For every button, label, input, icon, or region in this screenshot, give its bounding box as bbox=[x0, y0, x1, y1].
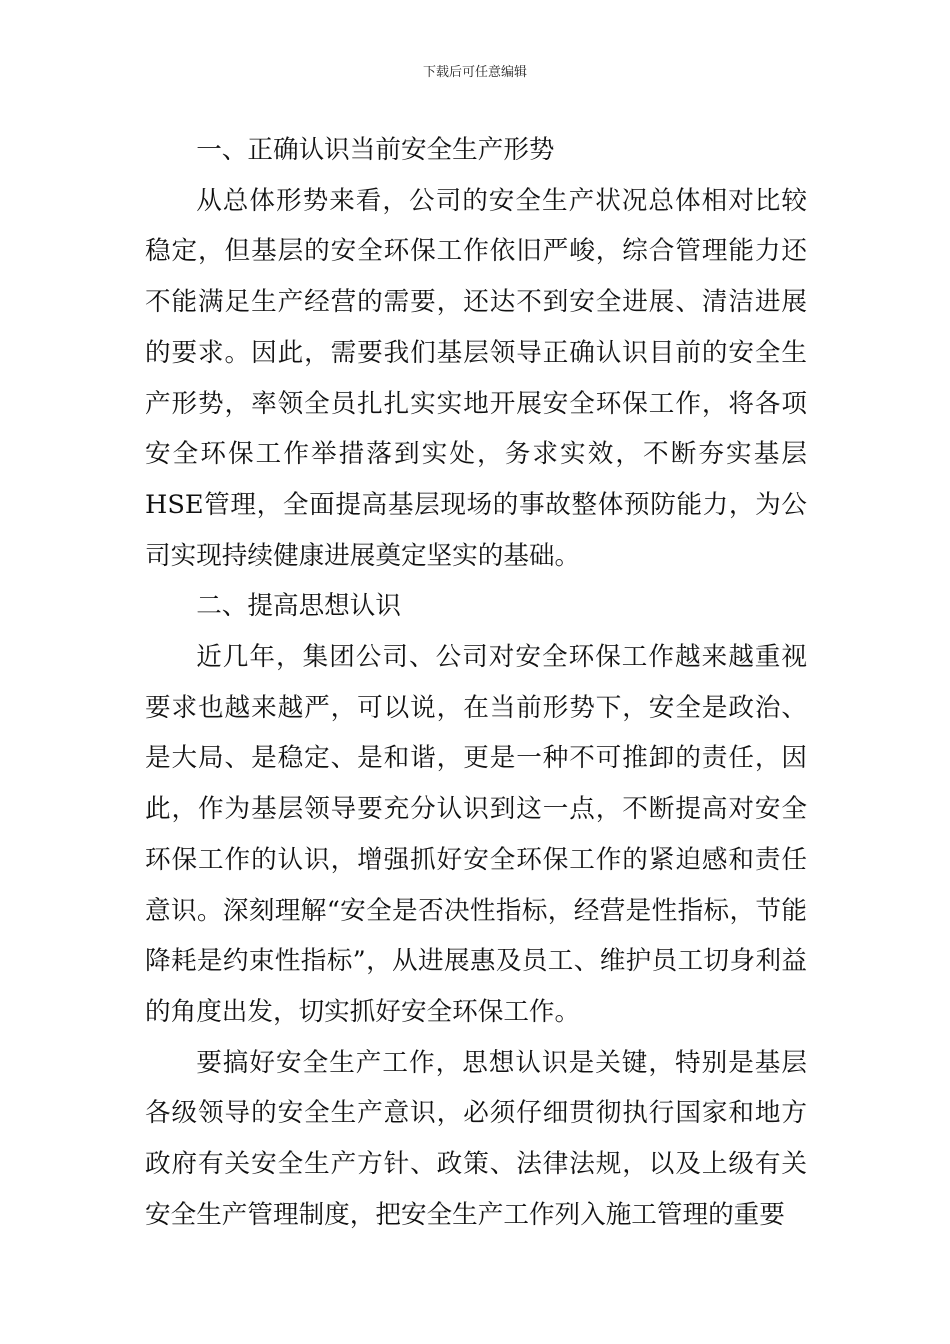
paragraph: 要搞好安全生产工作，思想认识是关键，特别是基层各级领导的安全生产意识，必须仔细贯彻执行国家和地方政府有关安全生产方针、政策、法律法规，以及上级有关安全生产管理制度，把安全生产工作列入施工管理的重要 bbox=[145, 1047, 807, 1230]
paragraph: 从总体形势来看，公司的安全生产状况总体相对比较稳定，但基层的安全环保工作依旧严峻，综合管理能力还不能满足生产经营的需要，还达不到安全进展、清洁进展的要求。因此，需要我们基层领导正确认识目前的安全生产形势，率领全员扎扎实实地开展安全环保工作，将各项安全环保工作举措落到实处，务求实效，不断夯实基层HSE管理，全面提高基层现场的事故整体预防能力，为公司实现持续健康进展奠定坚实的基础。 bbox=[145, 185, 807, 571]
page-header: 下载后可任意编辑 bbox=[422, 65, 527, 80]
paragraph: 近几年，集团公司、公司对安全环保工作越来越重视要求也越来越严，可以说，在当前形势下，安全是政治、是大局、是稳定、是和谐，更是一种不可推卸的责任，因此，作为基层领导要充分认识到这一点，不断提高对安全环保工作的认识，增强抓好安全环保工作的紧迫感和责任意识。深刻理解“安全是否决性指标，经营是性指标，节能降耗是约束性指标”，从进展惠及员工、维护员工切身利益的角度出发，切实抓好安全环保工作。 bbox=[145, 642, 807, 1027]
section-heading: 二、提高思想认识 bbox=[196, 591, 401, 622]
section-heading: 一、正确认识当前安全生产形势 bbox=[196, 135, 555, 165]
document-body bbox=[145, 125, 807, 1240]
